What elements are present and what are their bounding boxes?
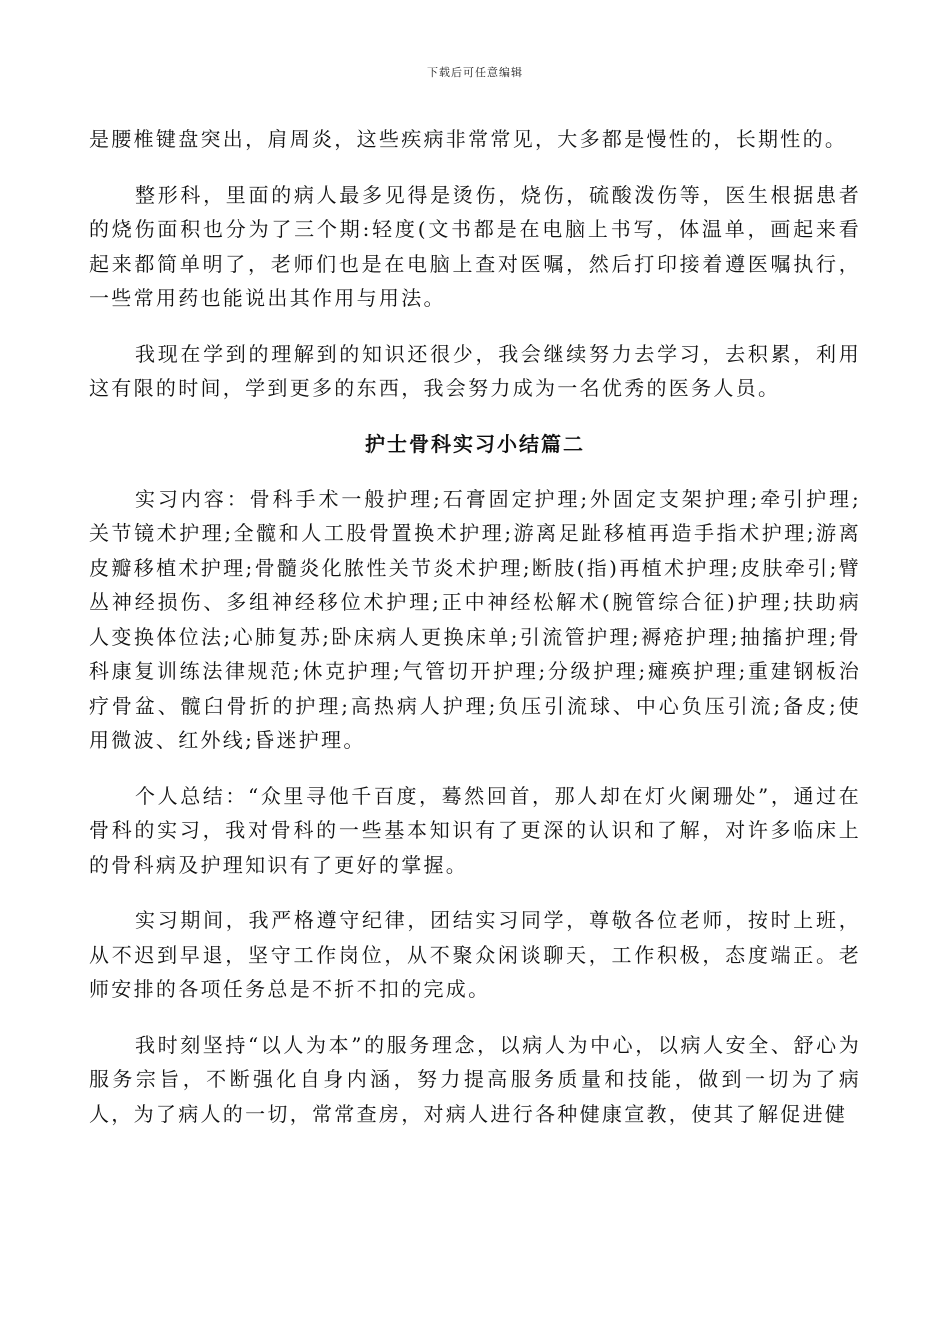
paragraph-gap (89, 758, 861, 779)
paragraph-gap (89, 157, 861, 178)
document-body (89, 122, 861, 1131)
paragraph-gap (89, 406, 861, 427)
paragraph-gap (89, 882, 861, 903)
paragraph-discipline: 实习期间，我严格遵守纪律，团结实习同学，尊敬各位老师，按时上班，从不迟到早退，坚守工作岗位，从不聚众闲谈聊天，工作积极，态度端正。老师安排的各项任务总是不折不扣的完成。 (89, 908, 861, 1001)
paragraph-continuation: 是腰椎键盘突出，肩周炎，这些疾病非常常见，大多都是慢性的，长期性的。 (89, 127, 848, 151)
paragraph-learning: 我现在学到的理解到的知识还很少，我会继续努力去学习，去积累，利用这有限的时间，学到更多的东西，我会努力成为一名优秀的医务人员。 (89, 341, 861, 400)
paragraph-service-philosophy: 我时刻坚持“以人为本”的服务理念，以病人为中心，以病人安全、舒心为服务宗旨，不断强化自身内涵，努力提高服务质量和技能，做到一切为了病人，为了病人的一切，常常查房，对病人进行各种健康宣教，使其了解促进健 (89, 1032, 861, 1126)
paragraph-gap (89, 1007, 861, 1028)
paragraph-gap (89, 461, 861, 482)
paragraph-internship-content: 实习内容：骨科手术一般护理;石膏固定护理;外固定支架护理;牵引护理;关节镜术护理;全髋和人工股骨置换术护理;游离足趾移植再造手指术护理;游离皮瓣移植术护理;骨髓炎化脓性关节炎术护理;断肢(指)再植术护理;皮肤牵引;臂丛神经损伤、多组神经移位术护理;正中神经松解术(腕管综合征)护理;扶助病人变换体位法;心肺复苏;卧床病人更换床单;引流管护理;褥疮护理;抽搐护理;骨科康复训练法律规范;休克护理;气管切开护理;分级护理;瘫痪护理;重建钢板治疗骨盆、髋臼骨折的护理;高热病人护理;负压引流球、中心负压引流;备皮;使用微波、红外线;昏迷护理。 (89, 486, 861, 752)
page-header: 下载后可任意编辑 (427, 66, 523, 79)
section-title: 护士骨科实习小结篇二 (365, 431, 585, 456)
paragraph-personal-summary: 个人总结：“众里寻他千百度，蓦然回首，那人却在灯火阑珊处”，通过在骨科的实习，我对骨科的一些基本知识有了更深的认识和了解，对许多临床上的骨科病及护理知识有了更好的掌握。 (89, 783, 861, 877)
paragraph-gap (89, 316, 861, 337)
paragraph-plastic-surgery: 整形科，里面的病人最多见得是烫伤，烧伤，硫酸泼伤等，医生根据患者的烧伤面积也分为了三个期:轻度(文书都是在电脑上书写，体温单，画起来看起来都简单明了，老师们也是在电脑上查对医嘱，然后打印接着遵医嘱执行，一些常用药也能说出其作用与用法。 (89, 182, 861, 310)
